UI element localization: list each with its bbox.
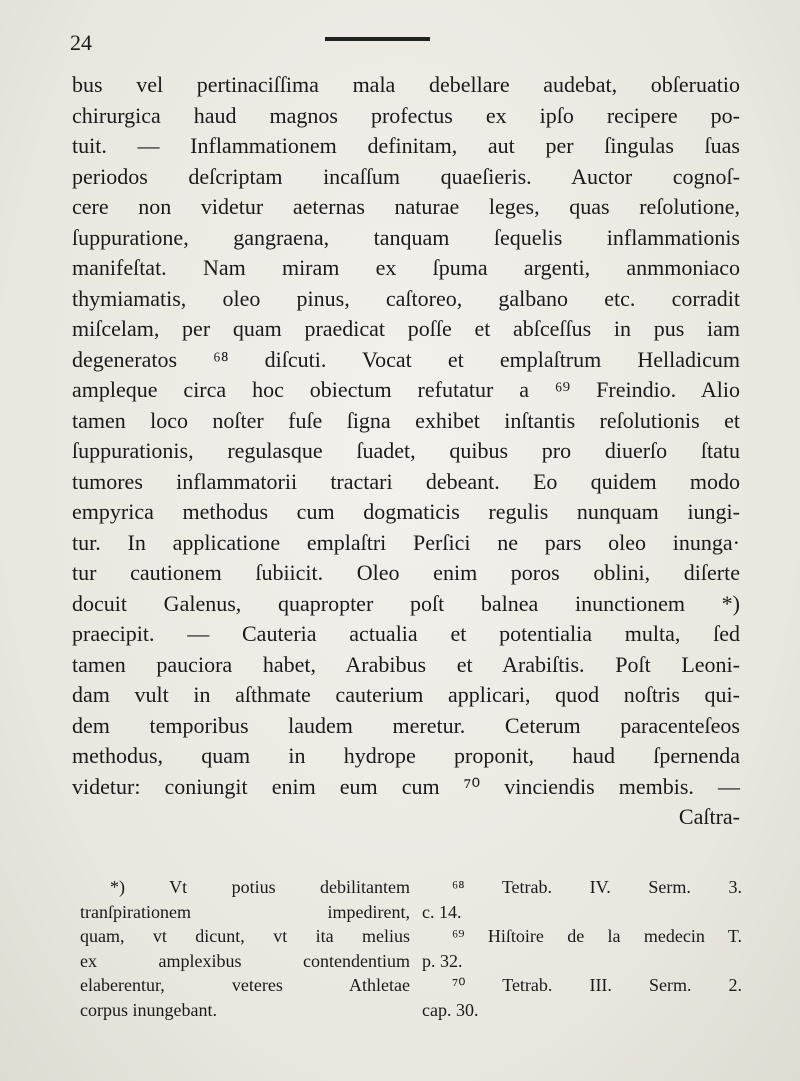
footnote-line: quam, vt dicunt, vt ita melius (80, 926, 410, 946)
footnotes-left-column (80, 875, 410, 1022)
text-line: miſcelam, per quam praedicat poſſe et abſceſſus in pus iam (72, 316, 740, 341)
text-line: dem temporibus laudem meretur. Ceterum paracenteſeos (72, 712, 740, 738)
footnote-line: p. 32. (422, 950, 463, 971)
page-number: 24 (70, 30, 92, 55)
text-line: periodos deſcriptam incaſſum quaeſieris. Auctor cognoſ- (72, 163, 740, 189)
text-line: ſuppuratione, gangraena, tanquam ſequelis inflammationis (72, 224, 740, 250)
footnote-line: ⁷⁰ Tetrab. III. Serm. 2. (452, 975, 742, 995)
header-rule (325, 37, 430, 41)
text-line: cere non videtur aeternas naturae leges, quas reſolutione, (72, 194, 740, 219)
text-line: ſuppurationis, regulasque ſuadet, quibus pro diuerſo ſtatu (72, 438, 740, 463)
text-line: methodus, quam in hydrope proponit, haud ſpernenda (72, 743, 740, 768)
footnote-line: ⁶⁹ Hiſtoire de la medecin T. (452, 926, 742, 946)
footnote-line: ex amplexibus contendentium (80, 950, 410, 971)
text-line: thymiamatis, oleo pinus, caſtoreo, galbano etc. corradit (72, 285, 740, 311)
text-line: tuit. — Inflammationem definitam, aut per ſingulas ſuas (72, 133, 740, 158)
main-text (72, 70, 740, 833)
text-line: docuit Galenus, quapropter poſt balnea inunctionem *) (72, 590, 740, 616)
text-line: manifeſtat. Nam miram ex ſpuma argenti, anmmoniaco (72, 255, 740, 280)
footnotes (72, 875, 752, 1045)
text-line: empyrica methodus cum dogmaticis regulis nunquam iungi- (72, 499, 740, 524)
footnote-line: *) Vt potius debilitantem (110, 877, 410, 897)
footnote-line: tranſpirationem impedirent, (80, 901, 410, 922)
catchword: Caſtra- (678, 804, 740, 829)
text-line: tur cautionem ſubiicit. Oleo enim poros oblini, diſerte (72, 560, 740, 585)
text-line: tamen loco noſter fuſe ſigna exhibet inſtantis reſolutionis et (72, 407, 740, 433)
text-line: tumores inflammatorii tractari debeant. Eo quidem modo (72, 468, 740, 494)
text-line: praecipit. — Cauteria actualia et potentialia multa, ſed (72, 621, 740, 646)
footnote-line: corpus inungebant. (80, 999, 217, 1020)
footnotes-right-column (422, 875, 742, 1022)
footnote-line: c. 14. (422, 901, 462, 922)
text-line: dam vult in aſthmate cauterium applicari, quod noſtris qui- (72, 682, 740, 707)
text-line: chirurgica haud magnos profectus ex ipſo recipere po- (72, 102, 740, 128)
footnote-line: ⁶⁸ Tetrab. IV. Serm. 3. (452, 877, 742, 897)
footnote-line: elaberentur, veteres Athletae (80, 975, 410, 995)
footnote-line: cap. 30. (422, 999, 479, 1020)
text-line: tamen pauciora habet, Arabibus et Arabiſtis. Poſt Leoni- (72, 651, 740, 677)
text-line: tur. In applicatione emplaſtri Perſici ne pars oleo inunga· (72, 529, 740, 555)
text-line: ampleque circa hoc obiectum refutatur a ⁶⁹ Freindio. Alio (72, 377, 740, 402)
text-line: videtur: coniungit enim eum cum ⁷⁰ vinciendis membis. — (72, 773, 740, 799)
text-line: bus vel pertinaciſſima mala debellare audebat, obſeruatio (72, 72, 740, 97)
text-line: degeneratos ⁶⁸ diſcuti. Vocat et emplaſtrum Helladicum (72, 346, 740, 372)
